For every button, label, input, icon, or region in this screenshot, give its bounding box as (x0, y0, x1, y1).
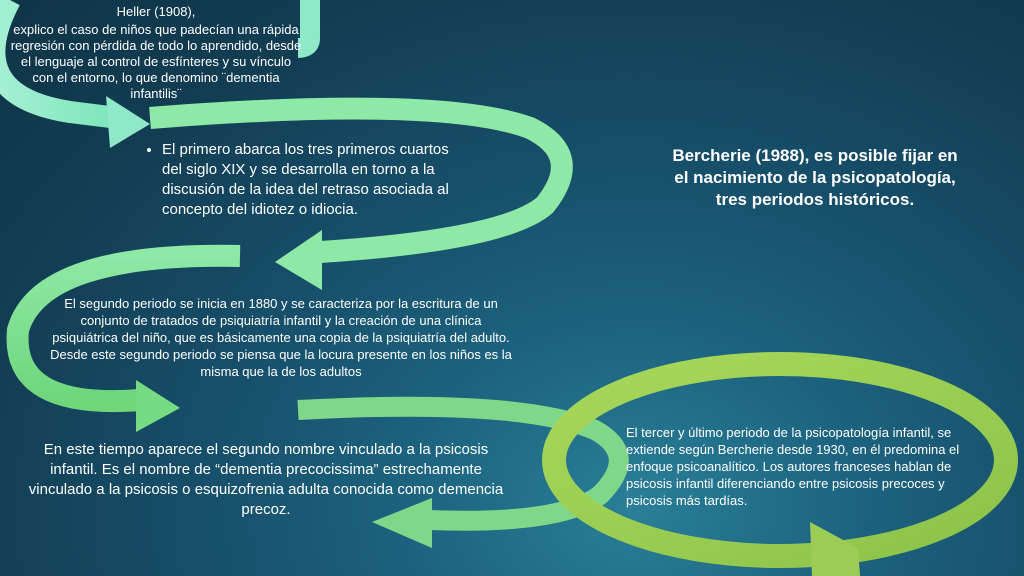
heller-title: Heller (1908), (116, 4, 196, 19)
third-period-text: El tercer y último periodo de la psicopatología infantil, se extiende según Bercherie desde 1930, en él predomina el enfoque psicoanalítico. Los autores franceses hablan de psicosis infantil diferenciando entre psicosis precoces y psicosis más tardías. (626, 425, 960, 508)
first-period-block (140, 140, 460, 220)
second-period-text: El segundo periodo se inicia en 1880 y se caracteriza por la escritura de un conjunto de tratados de psiquiatría infantil y la creación de una clínica psiquiátrica del niño, que es básicamente una copia de la psiquiatría del adulto. Desde este segundo periodo se piensa que la locura presente en los niños es la misma que la de los adultos (50, 296, 512, 379)
dementia-precocissima-text: En este tiempo aparece el segundo nombre vinculado a la psicosis infantil. Es el nombre de “dementia precocissima” estrechamente vinculado a la psicosis o esquizofrenia adulta conocida como demencia precoz. (28, 441, 504, 518)
bercherie-title: Bercherie (1988), es posible fijar en el nacimiento de la psicopatología, tres periodos históricos. (672, 146, 958, 209)
heller-description: explico el caso de niños que padecían una rápida regresión con pérdida de todo lo aprendido, desde el lenguaje al control de esfínteres y su vínculo con el entorno, lo que denomino ¨dementia infantilis¨ (10, 22, 302, 101)
first-period-text: • El primero abarca los tres primeros cuartos del siglo XIX y se desarrolla en torno a la discusión de la idea del retraso asociada al concepto del idiotez o idiocia. (162, 140, 460, 220)
